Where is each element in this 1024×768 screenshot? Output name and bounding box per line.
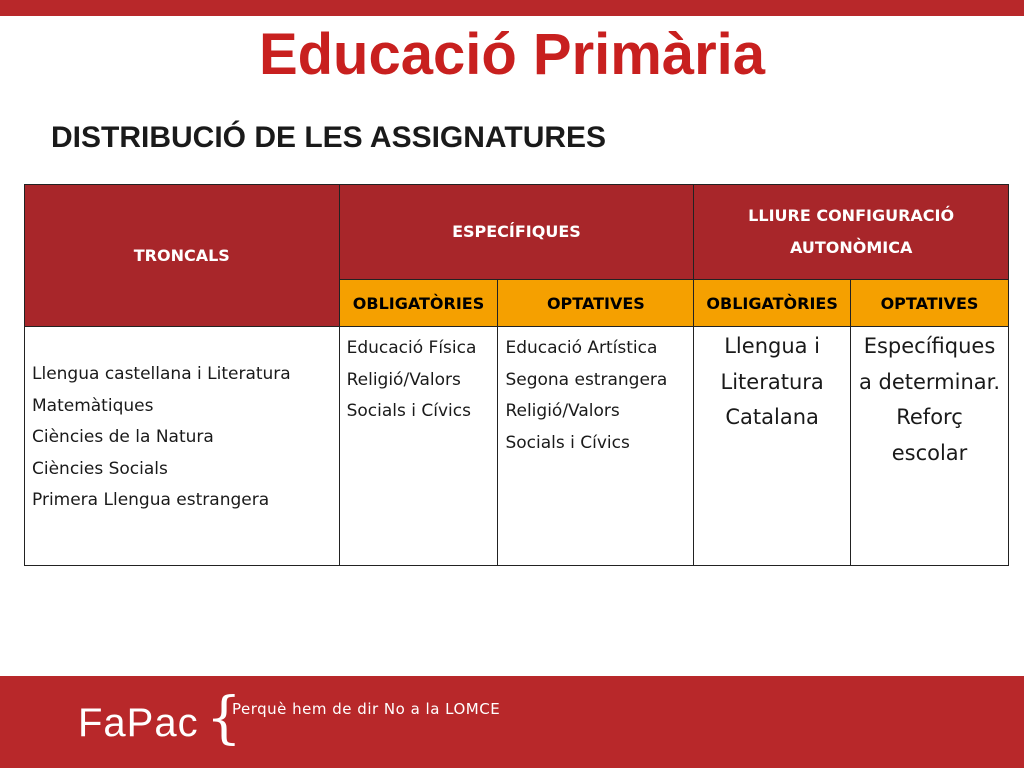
text-line: Catalana [725, 405, 819, 429]
header-lliure-line2: AUTONÒMICA [789, 238, 913, 257]
body-row [25, 327, 1009, 566]
page-title: Educació Primària [258, 22, 766, 87]
list-item: Socials i Cívics [505, 432, 630, 453]
cell-lliure-obligatories [694, 327, 851, 566]
page-subtitle: DISTRIBUCIÓ DE LES ASSIGNATURES [51, 121, 607, 154]
list-item: Llengua castellana i Literatura [32, 364, 291, 384]
text-line: Llengua i [724, 334, 821, 358]
subjects-table [24, 184, 1009, 566]
header-lliure-configuracio [694, 185, 1009, 280]
text-line: Literatura [720, 369, 824, 394]
text-line: a determinar. [858, 369, 1001, 394]
list-item: Religió/Valors [346, 369, 461, 390]
text-line: Específiques [863, 334, 996, 358]
cell-troncals [25, 327, 340, 566]
footer-tagline: Perquè hem de dir No a la LOMCE [232, 700, 501, 718]
header-especifiques: ESPECÍFIQUES [339, 185, 694, 280]
cell-esp-obligatories [339, 327, 498, 566]
list-item: Socials i Cívics [346, 401, 471, 421]
fapac-logo: FaPac [78, 701, 199, 745]
header-esp-obligatories: OBLIGATÒRIES [339, 280, 498, 327]
brace-icon: { [206, 686, 242, 751]
header-lliure-optatives: OPTATIVES [851, 280, 1009, 327]
text-line: escolar [891, 440, 968, 465]
list-item: Educació Física [346, 338, 477, 358]
header-troncals: TRONCALS [25, 185, 340, 327]
cell-esp-optatives [498, 327, 694, 566]
header-esp-optatives: OPTATIVES [498, 280, 694, 327]
header-lliure-line1: LLIURE CONFIGURACIÓ [748, 206, 955, 225]
list-item: Matemàtiques [32, 395, 154, 416]
list-item: Ciències de la Natura [32, 427, 214, 447]
text-line: Reforç [896, 405, 963, 429]
list-item: Educació Artística [505, 338, 658, 358]
list-item: Ciències Socials [32, 458, 168, 479]
header-lliure-obligatories: OBLIGATÒRIES [694, 280, 851, 327]
list-item: Primera Llengua estrangera [32, 490, 270, 510]
cell-lliure-optatives [851, 327, 1009, 566]
list-item: Religió/Valors [505, 401, 620, 421]
list-item: Segona estrangera [505, 369, 668, 390]
header-row-top [25, 185, 1009, 280]
top-accent-bar [0, 0, 1024, 16]
